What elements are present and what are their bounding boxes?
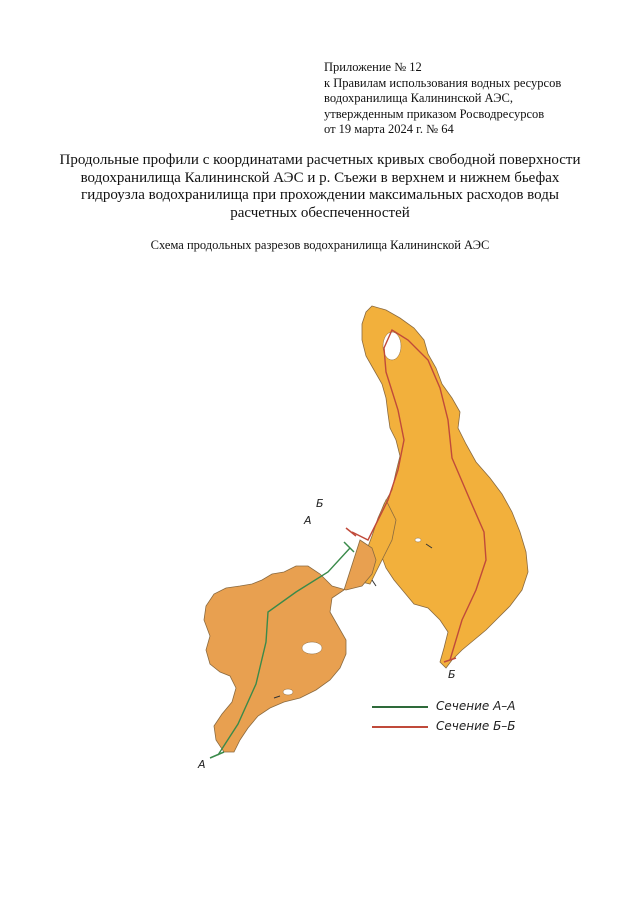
appendix-line-2: к Правилам использования водных ресурсов bbox=[324, 75, 562, 90]
upper-reservoir bbox=[362, 306, 528, 668]
section-bb-tick-start bbox=[346, 528, 356, 536]
section-label-b-end: Б bbox=[448, 668, 456, 681]
section-aa-tick-end bbox=[344, 542, 354, 552]
section-aa-tick-start bbox=[210, 752, 224, 758]
section-label-b-start: Б bbox=[316, 497, 324, 510]
legend-label-aa: Сечение А–А bbox=[436, 699, 516, 713]
lower-reservoir bbox=[204, 540, 376, 752]
appendix-line-4: утвержденным приказом Росводресурсов bbox=[324, 106, 545, 121]
section-label-a-end: А bbox=[198, 758, 206, 771]
appendix-line-5: от 19 марта 2024 г. № 64 bbox=[324, 122, 454, 136]
section-label-a-start: А bbox=[304, 514, 312, 527]
legend-swatch-bb bbox=[372, 726, 428, 728]
island-3 bbox=[415, 538, 421, 542]
legend-swatch-aa bbox=[372, 706, 428, 708]
appendix-line-3: водохранилища Калининской АЭС, bbox=[324, 91, 513, 105]
appendix-line-1: Приложение № 12 bbox=[324, 60, 422, 74]
island-2 bbox=[283, 689, 293, 695]
island-1 bbox=[302, 642, 322, 654]
title-line-2: водохранилища Калининской АЭС и р. Съежи в верхнем и нижнем бьефах bbox=[80, 169, 560, 186]
island-4 bbox=[383, 332, 401, 360]
marker-arrow-2 bbox=[372, 580, 376, 586]
title-line-1: Продольные профили с координатами расчетных кривых свободной поверхности bbox=[59, 152, 581, 168]
title-line-3: гидроузла водохранилища при прохождении максимальных расходов воды bbox=[81, 187, 559, 203]
scheme-subtitle: Схема продольных разрезов водохранилища Калининской АЭС bbox=[150, 238, 490, 252]
legend-label-bb: Сечение Б–Б bbox=[436, 719, 516, 733]
title-line-4: расчетных обеспеченностей bbox=[230, 204, 410, 221]
